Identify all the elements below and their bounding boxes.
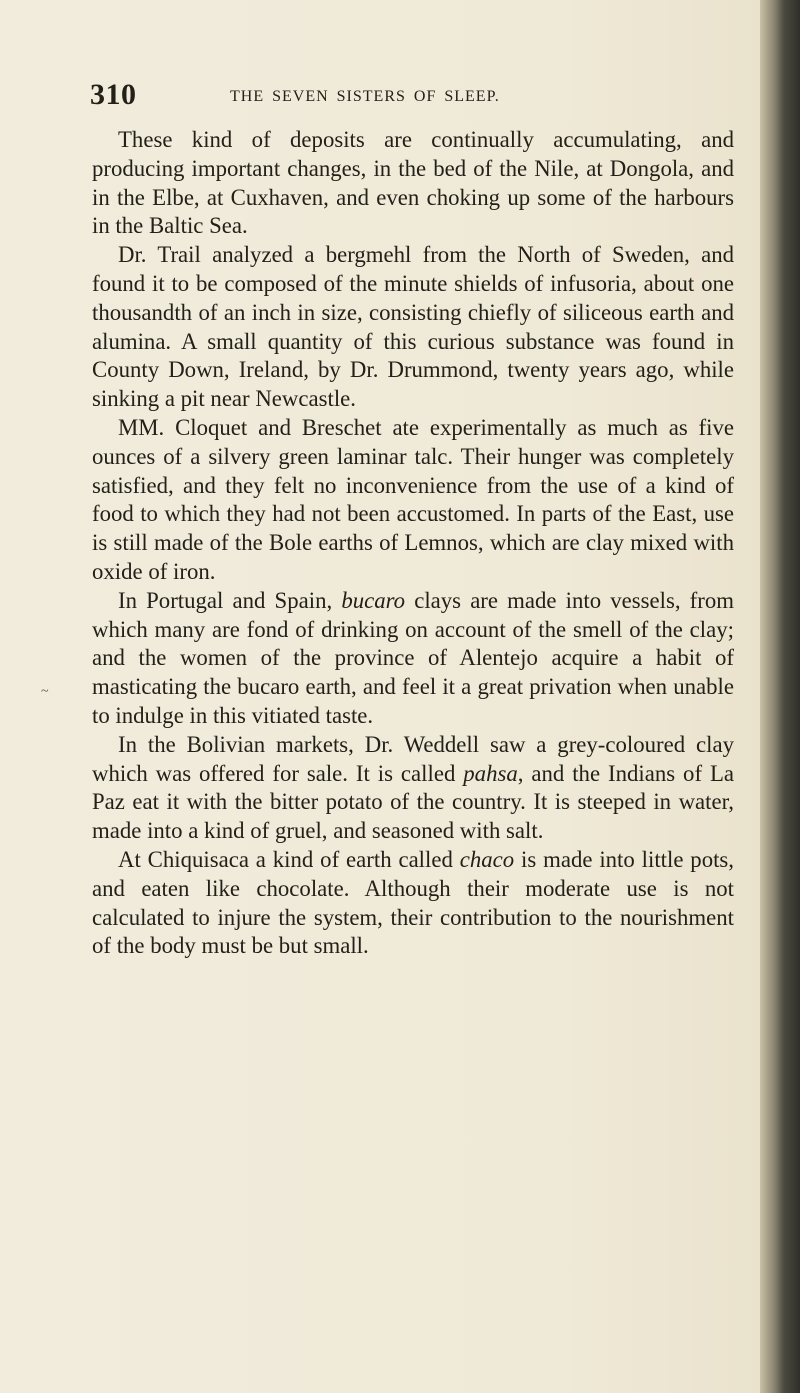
italic-term: bucaro — [341, 587, 406, 613]
paragraph-text: , and the Indians of La Paz eat it with the bitter potato of the country. It is steeped in water, made into a kind of gruel, and seasoned with salt. — [92, 760, 735, 844]
italic-term: pahsa — [463, 760, 518, 786]
italic-term: chaco — [459, 846, 515, 872]
paragraph-text: These kind of deposits are continually accumulating, and producing important changes, in the bed of the Nile, at Dongola, and in the Elbe, at Cuxhaven, and even choking up some of the harbours in the Baltic Sea. — [92, 127, 734, 239]
paragraph-text: At Chiquisaca a kind of earth called — [118, 846, 460, 872]
paragraph-chaco — [92, 846, 734, 961]
paragraph-text: MM. Cloquet and Breschet ate experimentally as much as five ounces of a silvery green laminar talc. Their hunger was completely satisfied, and they felt no inconvenience from the use of a kind of food to which they had not been accustomed. In parts of the East, use is still made of the Bole earths of Lemnos, which are clay mixed with oxide of iron. — [92, 414, 734, 584]
margin-mark: ~ — [41, 684, 49, 699]
paragraph-text: is made into little pots, and eaten like chocolate. Although their moderate use is not calculated to injure the system, their contribution to the nourishment of the body must be but small. — [92, 846, 734, 959]
paragraph-bergmehl — [92, 241, 734, 414]
paragraph-talc — [92, 414, 734, 587]
paragraph-text: In the Bolivian markets, Dr. Weddell saw a grey-coloured clay which was offered for sale. It is called — [92, 731, 734, 786]
running-head: THE SEVEN SISTERS OF SLEEP. — [230, 88, 500, 105]
paragraph-text: clays are made into vessels, from which many are fond of drinking on account of the smell of the clay; and the women of the province of Alentejo acquire a habit of masticating the bucaro earth, and feel it a great privation when unable to indulge in this vitiated taste. — [92, 587, 734, 728]
paragraph-text: In Portugal and Spain, — [118, 587, 342, 613]
page-number: 310 — [90, 78, 137, 111]
paragraph-deposits — [92, 126, 734, 241]
paragraph-pahsa — [92, 731, 734, 846]
page-header — [90, 78, 740, 118]
paragraph-text: Dr. Trail analyzed a bergmehl from the North of Sweden, and found it to be composed of the minute shields of infusoria, about one thousandth of an inch in size, consisting chiefly of siliceous earth and alumina. A small quantity of this curious substance was found in County Down, Ireland, by Dr. Drummond, twenty years ago, while sinking a pit near Newcastle. — [92, 242, 734, 412]
paragraph-bucaro — [92, 587, 734, 731]
body-text — [92, 126, 734, 961]
page-binding-edge — [760, 0, 800, 1393]
